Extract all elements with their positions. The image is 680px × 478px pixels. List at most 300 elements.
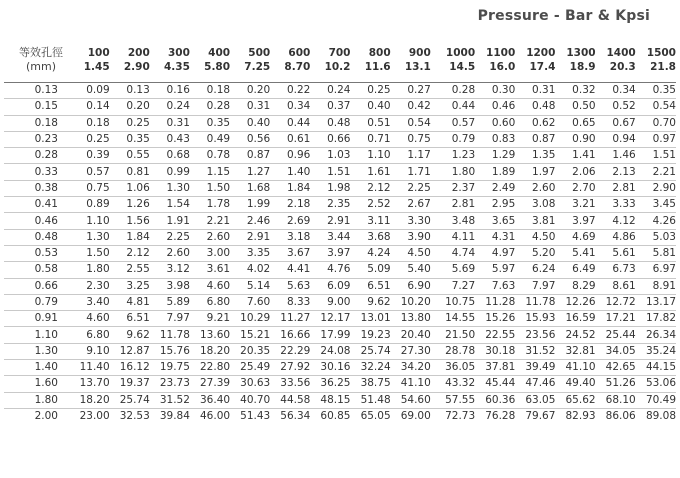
header-row <box>4 46 676 83</box>
flow-cell: 7.27 <box>451 279 476 292</box>
flow-cell: 0.43 <box>166 133 190 146</box>
flow-cell: 3.90 <box>407 230 431 243</box>
flow-cell: 2.69 <box>286 214 311 227</box>
flow-cell: 1.26 <box>126 198 150 211</box>
flow-cell: 0.24 <box>327 84 351 97</box>
flow-cell: 51.48 <box>360 393 391 406</box>
flow-cell: 34.20 <box>400 361 431 374</box>
flow-cell: 1.78 <box>206 198 231 211</box>
flow-cell: 45.44 <box>485 377 516 390</box>
flow-cell: 40.70 <box>240 393 271 406</box>
flow-cell: 0.27 <box>407 84 431 97</box>
flow-cell: 3.67 <box>286 247 311 260</box>
flow-cell: 6.80 <box>206 296 231 308</box>
flow-cell: 27.92 <box>280 361 311 374</box>
flow-cell: 65.05 <box>360 410 391 423</box>
flow-cell: 7.60 <box>246 296 271 308</box>
flow-cell: 0.75 <box>407 133 431 146</box>
flow-cell: 36.25 <box>320 377 351 390</box>
orifice-cell: 2.00 <box>34 410 58 423</box>
flow-cell: 5.81 <box>652 247 676 260</box>
flow-cell: 72.73 <box>445 410 476 423</box>
flow-cell: 32.53 <box>119 410 150 423</box>
flow-cell: 53.06 <box>645 377 676 390</box>
bar-value: 700 <box>328 47 351 59</box>
flow-cell: 15.76 <box>159 344 190 357</box>
flow-cell: 4.24 <box>367 247 391 260</box>
flow-cell: 2.60 <box>166 247 190 260</box>
flow-cell: 1.10 <box>367 149 391 162</box>
table-row <box>4 213 676 229</box>
flow-cell: 5.69 <box>451 263 476 276</box>
flow-cell: 6.09 <box>327 279 351 292</box>
flow-cell: 0.28 <box>451 84 476 97</box>
flow-cell: 3.48 <box>451 214 476 227</box>
orifice-unit: (mm) <box>25 60 56 73</box>
flow-cell: 0.35 <box>206 116 231 129</box>
flow-cell: 0.57 <box>451 116 476 129</box>
flow-cell: 1.51 <box>652 149 676 162</box>
flow-cell: 4.60 <box>86 312 110 325</box>
page-title: Pressure - Bar & Kpsi <box>477 8 650 24</box>
flow-cell: 3.18 <box>286 230 311 243</box>
orifice-cell: 0.18 <box>34 116 58 129</box>
flow-cell: 60.36 <box>485 393 516 406</box>
table-row <box>4 327 676 343</box>
flow-cell: 2.13 <box>612 165 636 178</box>
flow-cell: 25.44 <box>605 328 636 341</box>
flow-cell: 3.40 <box>86 296 110 308</box>
bar-value: 200 <box>127 47 150 59</box>
flow-cell: 0.30 <box>491 84 516 97</box>
flow-cell: 5.41 <box>572 247 596 260</box>
flow-cell: 3.25 <box>126 279 150 292</box>
flow-cell: 5.63 <box>286 279 311 292</box>
table-row <box>4 278 676 294</box>
flow-cell: 0.39 <box>86 149 110 162</box>
pressure-column-header <box>431 46 475 83</box>
flow-cell: 3.65 <box>491 214 516 227</box>
flow-cell: 0.20 <box>246 84 271 97</box>
flow-cell: 2.60 <box>532 181 556 194</box>
flow-cell: 22.80 <box>200 361 231 374</box>
flow-cell: 0.61 <box>286 133 311 146</box>
flow-cell: 16.12 <box>119 361 150 374</box>
flow-cell: 11.28 <box>485 296 516 308</box>
table-row <box>4 83 676 99</box>
flow-cell: 63.05 <box>525 393 556 406</box>
flow-cell: 0.25 <box>126 116 150 129</box>
flow-cell: 6.97 <box>652 263 676 276</box>
flow-cell: 2.25 <box>407 181 431 194</box>
flow-cell: 12.26 <box>565 296 596 308</box>
flow-cell: 0.31 <box>532 84 556 97</box>
flow-cell: 0.13 <box>126 84 150 97</box>
flow-cell: 31.52 <box>525 344 556 357</box>
flow-cell: 2.37 <box>451 181 476 194</box>
flow-cell: 79.67 <box>525 410 556 423</box>
table-row <box>4 311 676 327</box>
flow-cell: 2.55 <box>126 263 150 276</box>
flow-cell: 0.40 <box>367 100 391 113</box>
flow-cell: 4.50 <box>407 247 431 260</box>
flow-cell: 2.91 <box>246 230 271 243</box>
flow-cell: 39.84 <box>159 410 190 423</box>
flow-cell: 42.65 <box>605 361 636 374</box>
bar-value: 1100 <box>486 47 516 59</box>
kpsi-value: 16.0 <box>489 61 516 73</box>
flow-cell: 56.34 <box>280 410 311 423</box>
flow-cell: 0.50 <box>572 100 596 113</box>
flow-cell: 0.90 <box>572 133 596 146</box>
flow-cell: 19.37 <box>119 377 150 390</box>
flow-cell: 0.37 <box>327 100 351 113</box>
flow-cell: 0.18 <box>86 116 110 129</box>
flow-cell: 4.97 <box>491 247 516 260</box>
table-row <box>4 115 676 131</box>
flow-cell: 1.80 <box>86 263 110 276</box>
flow-cell: 1.99 <box>246 198 271 211</box>
bar-value: 300 <box>168 47 190 59</box>
flow-cell: 2.67 <box>407 198 431 211</box>
table-row <box>4 294 676 310</box>
flow-cell: 3.33 <box>612 198 636 211</box>
flow-cell: 11.78 <box>159 328 190 341</box>
flow-cell: 3.44 <box>327 230 351 243</box>
flow-cell: 2.06 <box>572 165 596 178</box>
flow-cell: 0.44 <box>451 100 476 113</box>
table-row <box>4 360 676 376</box>
table-row <box>4 148 676 164</box>
flow-cell: 3.12 <box>166 263 190 276</box>
flow-cell: 0.25 <box>86 133 110 146</box>
pressure-table <box>4 46 676 424</box>
flow-cell: 30.16 <box>320 361 351 374</box>
flow-cell: 0.16 <box>166 84 190 97</box>
flow-cell: 17.21 <box>605 312 636 325</box>
table-row <box>4 343 676 359</box>
flow-cell: 13.17 <box>645 296 676 308</box>
orifice-cell: 0.53 <box>34 247 58 260</box>
pressure-column-header <box>391 46 431 83</box>
orifice-label: 等效孔徑 <box>18 46 63 59</box>
pressure-column-header <box>636 46 676 83</box>
bar-value: 800 <box>368 47 391 59</box>
flow-cell: 0.81 <box>126 165 150 178</box>
flow-cell: 0.14 <box>86 100 110 113</box>
kpsi-value: 7.25 <box>244 61 271 73</box>
flow-cell: 24.08 <box>320 344 351 357</box>
flow-cell: 82.93 <box>565 410 596 423</box>
flow-cell: 11.78 <box>525 296 556 308</box>
flow-cell: 1.29 <box>491 149 516 162</box>
flow-cell: 0.57 <box>86 165 110 178</box>
pressure-column-header <box>150 46 190 83</box>
flow-cell: 0.51 <box>367 116 391 129</box>
flow-cell: 15.26 <box>485 312 516 325</box>
flow-cell: 35.24 <box>645 344 676 357</box>
flow-cell: 1.23 <box>451 149 476 162</box>
pressure-column-header <box>270 46 310 83</box>
bar-value: 1300 <box>566 47 596 59</box>
bar-value: 1500 <box>646 47 676 59</box>
flow-cell: 2.81 <box>612 181 636 194</box>
orifice-cell: 0.79 <box>34 296 58 308</box>
flow-cell: 8.61 <box>612 279 636 292</box>
flow-cell: 1.51 <box>327 165 351 178</box>
flow-cell: 57.55 <box>445 393 476 406</box>
flow-cell: 4.31 <box>491 230 516 243</box>
flow-cell: 0.18 <box>206 84 231 97</box>
pressure-column-header <box>555 46 595 83</box>
flow-cell: 6.90 <box>407 279 431 292</box>
flow-cell: 0.20 <box>126 100 150 113</box>
flow-cell: 0.54 <box>652 100 676 113</box>
kpsi-value: 21.8 <box>650 61 676 73</box>
flow-cell: 3.35 <box>246 247 271 260</box>
flow-cell: 9.10 <box>86 344 110 357</box>
flow-cell: 1.46 <box>612 149 636 162</box>
flow-cell: 1.35 <box>532 149 556 162</box>
flow-cell: 3.11 <box>367 214 391 227</box>
flow-cell: 12.17 <box>320 312 351 325</box>
flow-cell: 0.28 <box>206 100 231 113</box>
flow-cell: 3.81 <box>532 214 556 227</box>
flow-cell: 12.87 <box>119 344 150 357</box>
flow-cell: 2.35 <box>327 198 351 211</box>
kpsi-value: 8.70 <box>284 61 311 73</box>
flow-cell: 1.06 <box>126 181 150 194</box>
flow-cell: 23.73 <box>159 377 190 390</box>
bar-value: 600 <box>288 47 311 59</box>
flow-cell: 4.41 <box>286 263 311 276</box>
kpsi-value: 11.6 <box>364 61 391 73</box>
flow-cell: 12.72 <box>605 296 636 308</box>
flow-cell: 41.10 <box>565 361 596 374</box>
flow-cell: 1.50 <box>206 181 231 194</box>
flow-cell: 4.76 <box>327 263 351 276</box>
kpsi-value: 14.5 <box>449 61 476 73</box>
flow-cell: 0.09 <box>86 84 110 97</box>
kpsi-value: 20.3 <box>609 61 636 73</box>
flow-cell: 1.91 <box>166 214 190 227</box>
flow-cell: 3.45 <box>652 198 676 211</box>
flow-cell: 0.55 <box>126 149 150 162</box>
flow-cell: 51.43 <box>240 410 271 423</box>
flow-cell: 0.48 <box>327 116 351 129</box>
table-row <box>4 197 676 213</box>
flow-cell: 1.80 <box>451 165 476 178</box>
table-row <box>4 408 676 424</box>
flow-cell: 1.15 <box>206 165 231 178</box>
flow-cell: 7.97 <box>166 312 190 325</box>
flow-cell: 1.84 <box>126 230 150 243</box>
flow-cell: 0.89 <box>86 198 110 211</box>
flow-cell: 0.35 <box>126 133 150 146</box>
flow-cell: 3.98 <box>166 279 190 292</box>
flow-cell: 69.00 <box>400 410 431 423</box>
pressure-column-header <box>110 46 150 83</box>
flow-cell: 0.44 <box>286 116 311 129</box>
flow-cell: 2.12 <box>126 247 150 260</box>
flow-cell: 43.32 <box>445 377 476 390</box>
pressure-column-header <box>78 46 110 83</box>
flow-cell: 26.34 <box>645 328 676 341</box>
table-row <box>4 229 676 245</box>
flow-cell: 0.49 <box>206 133 231 146</box>
flow-cell: 13.60 <box>200 328 231 341</box>
flow-cell: 1.41 <box>572 149 596 162</box>
table-body <box>4 83 676 425</box>
flow-cell: 0.67 <box>612 116 636 129</box>
flow-cell: 1.03 <box>327 149 351 162</box>
bar-value: 500 <box>248 47 271 59</box>
flow-cell: 1.89 <box>491 165 516 178</box>
flow-cell: 4.74 <box>451 247 476 260</box>
flow-cell: 8.33 <box>286 296 311 308</box>
flow-cell: 1.97 <box>532 165 556 178</box>
flow-cell: 36.05 <box>445 361 476 374</box>
flow-cell: 0.56 <box>246 133 271 146</box>
flow-cell: 25.74 <box>360 344 391 357</box>
flow-cell: 1.71 <box>407 165 431 178</box>
flow-cell: 23.00 <box>79 410 110 423</box>
flow-cell: 18.20 <box>200 344 231 357</box>
flow-cell: 54.60 <box>400 393 431 406</box>
flow-cell: 1.54 <box>166 198 190 211</box>
flow-cell: 0.97 <box>652 133 676 146</box>
flow-cell: 0.62 <box>532 116 556 129</box>
orifice-cell: 0.28 <box>34 149 58 162</box>
orifice-cell: 0.13 <box>34 84 58 97</box>
flow-cell: 4.11 <box>451 230 476 243</box>
flow-cell: 0.75 <box>86 181 110 194</box>
flow-cell: 5.14 <box>246 279 271 292</box>
flow-cell: 0.46 <box>491 100 516 113</box>
flow-cell: 0.34 <box>286 100 311 113</box>
flow-cell: 9.62 <box>126 328 150 341</box>
flow-cell: 2.25 <box>166 230 190 243</box>
orifice-cell: 0.46 <box>34 214 58 227</box>
orifice-cell: 0.66 <box>34 279 58 292</box>
flow-cell: 6.73 <box>612 263 636 276</box>
flow-cell: 0.31 <box>166 116 190 129</box>
flow-cell: 27.39 <box>200 377 231 390</box>
flow-cell: 1.68 <box>246 181 271 194</box>
flow-cell: 19.23 <box>360 328 391 341</box>
flow-cell: 1.17 <box>407 149 431 162</box>
bar-value: 1400 <box>606 47 636 59</box>
flow-cell: 30.63 <box>240 377 271 390</box>
flow-cell: 16.66 <box>280 328 311 341</box>
bar-value: 100 <box>87 47 110 59</box>
kpsi-value: 17.4 <box>529 61 556 73</box>
flow-cell: 0.25 <box>367 84 391 97</box>
flow-cell: 34.05 <box>605 344 636 357</box>
flow-cell: 0.78 <box>206 149 231 162</box>
flow-cell: 24.52 <box>565 328 596 341</box>
flow-cell: 2.90 <box>652 181 676 194</box>
flow-cell: 47.46 <box>525 377 556 390</box>
flow-cell: 22.55 <box>485 328 516 341</box>
flow-cell: 3.97 <box>327 247 351 260</box>
flow-cell: 2.30 <box>86 279 110 292</box>
flow-cell: 13.80 <box>400 312 431 325</box>
pressure-column-header <box>190 46 230 83</box>
orifice-header <box>4 46 78 83</box>
flow-cell: 39.49 <box>525 361 556 374</box>
flow-cell: 0.99 <box>166 165 190 178</box>
flow-cell: 4.26 <box>652 214 676 227</box>
flow-cell: 0.54 <box>407 116 431 129</box>
table-row <box>4 262 676 278</box>
flow-cell: 0.66 <box>327 133 351 146</box>
flow-cell: 0.96 <box>286 149 311 162</box>
flow-cell: 4.12 <box>612 214 636 227</box>
flow-cell: 44.58 <box>280 393 311 406</box>
flow-cell: 4.02 <box>246 263 271 276</box>
flow-cell: 22.29 <box>280 344 311 357</box>
kpsi-value: 18.9 <box>569 61 596 73</box>
orifice-cell: 0.41 <box>34 198 58 211</box>
orifice-cell: 0.58 <box>34 263 58 276</box>
flow-cell: 6.49 <box>572 263 596 276</box>
flow-cell: 0.83 <box>491 133 516 146</box>
flow-cell: 4.69 <box>572 230 596 243</box>
flow-cell: 5.61 <box>612 247 636 260</box>
flow-cell: 1.98 <box>327 181 351 194</box>
orifice-cell: 0.33 <box>34 165 58 178</box>
flow-cell: 9.62 <box>367 296 391 308</box>
flow-cell: 3.21 <box>572 198 596 211</box>
flow-cell: 3.97 <box>572 214 596 227</box>
flow-cell: 0.34 <box>612 84 636 97</box>
flow-cell: 31.52 <box>159 393 190 406</box>
flow-cell: 48.15 <box>320 393 351 406</box>
flow-cell: 14.55 <box>445 312 476 325</box>
pressure-column-header <box>230 46 270 83</box>
flow-cell: 2.49 <box>491 181 516 194</box>
flow-cell: 2.21 <box>652 165 676 178</box>
flow-cell: 11.40 <box>79 361 110 374</box>
flow-cell: 1.50 <box>86 247 110 260</box>
flow-cell: 5.09 <box>367 263 391 276</box>
flow-cell: 7.97 <box>532 279 556 292</box>
flow-cell: 0.31 <box>246 100 271 113</box>
flow-cell: 6.51 <box>126 312 150 325</box>
flow-cell: 6.24 <box>532 263 556 276</box>
flow-cell: 0.42 <box>407 100 431 113</box>
flow-cell: 10.75 <box>445 296 476 308</box>
kpsi-value: 4.35 <box>164 61 190 73</box>
flow-cell: 3.68 <box>367 230 391 243</box>
flow-cell: 0.71 <box>367 133 391 146</box>
flow-cell: 9.21 <box>206 312 231 325</box>
flow-cell: 3.61 <box>206 263 231 276</box>
flow-cell: 18.20 <box>79 393 110 406</box>
kpsi-value: 1.45 <box>83 61 110 73</box>
orifice-cell: 0.23 <box>34 133 58 146</box>
orifice-cell: 1.40 <box>34 361 58 374</box>
flow-cell: 4.81 <box>126 296 150 308</box>
orifice-cell: 1.60 <box>34 377 58 390</box>
flow-cell: 10.29 <box>240 312 271 325</box>
flow-cell: 9.00 <box>327 296 351 308</box>
flow-cell: 2.12 <box>367 181 391 194</box>
flow-cell: 0.65 <box>572 116 596 129</box>
flow-cell: 7.63 <box>491 279 516 292</box>
flow-cell: 0.60 <box>491 116 516 129</box>
